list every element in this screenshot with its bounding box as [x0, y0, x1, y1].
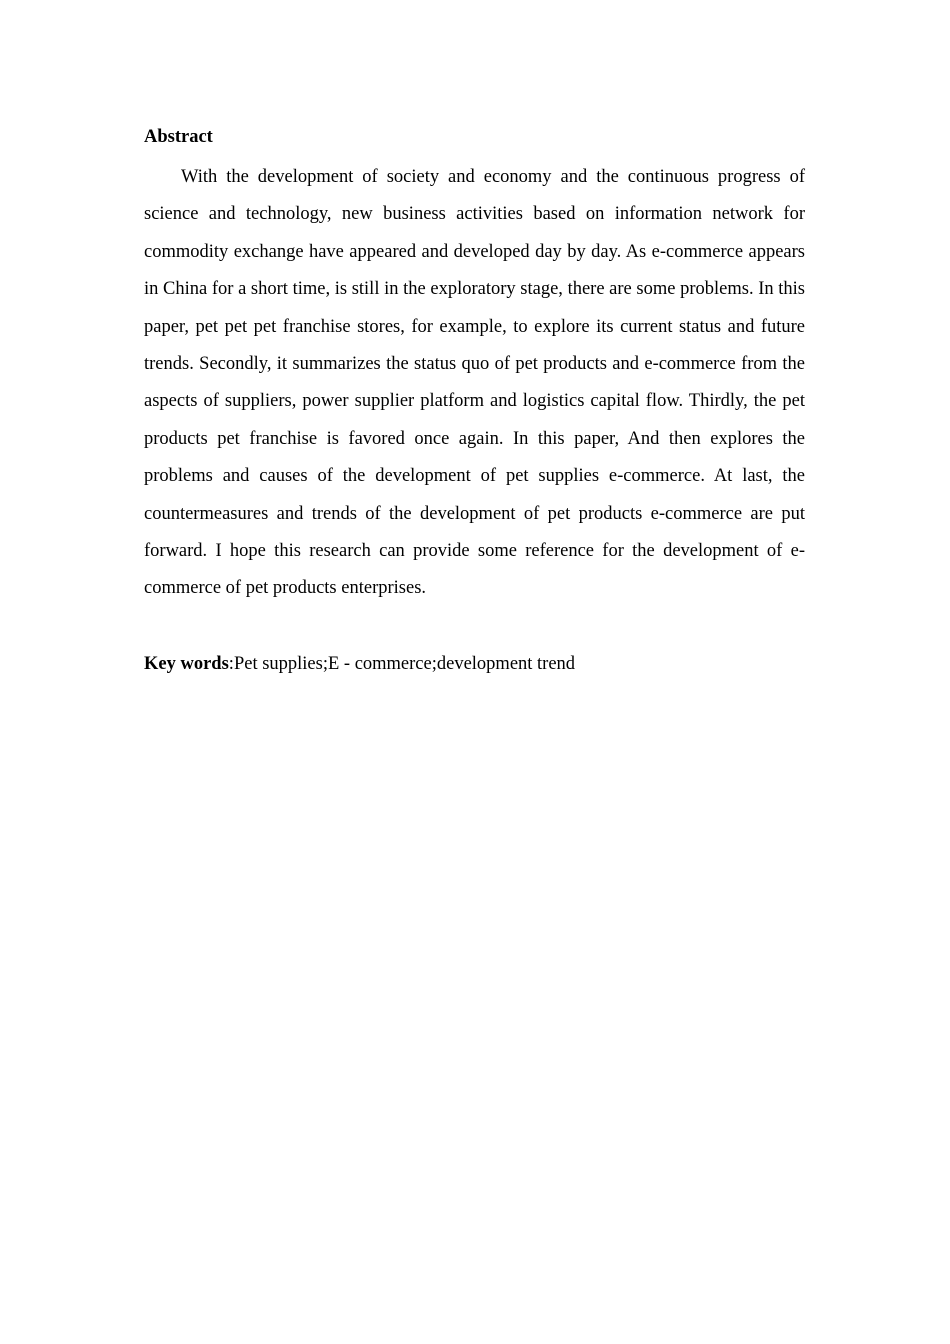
keywords-separator: :: [228, 653, 234, 674]
abstract-heading: Abstract: [144, 127, 213, 147]
keywords-value: Pet supplies;E - commerce;development trend: [233, 653, 576, 674]
keywords-label: Key words: [144, 653, 229, 674]
keywords-line: [144, 652, 805, 676]
abstract-section: [144, 125, 805, 676]
abstract-body: With the development of society and economy and the continuous progress of science and technology, new business activities based on information network for commodity exchange have appeared and developed day by day. As e-commerce appears in China for a short time, is still in the exploratory stage, there are some problems. In this paper, pet pet pet franchise stores, for example, to explore its current status and future trends. Secondly, it summarizes the status quo of pet products and e-commerce from the aspects of suppliers, power supplier platform and logistics capital flow. Thirdly, the pet products pet franchise is favored once again. In this paper, And then explores the problems and causes of the development of pet supplies e-commerce. At last, the countermeasures and trends of the development of pet products e-commerce are put forward. I hope this research can provide some reference for the development of e-commerce of pet products enterprises.: [144, 167, 805, 599]
